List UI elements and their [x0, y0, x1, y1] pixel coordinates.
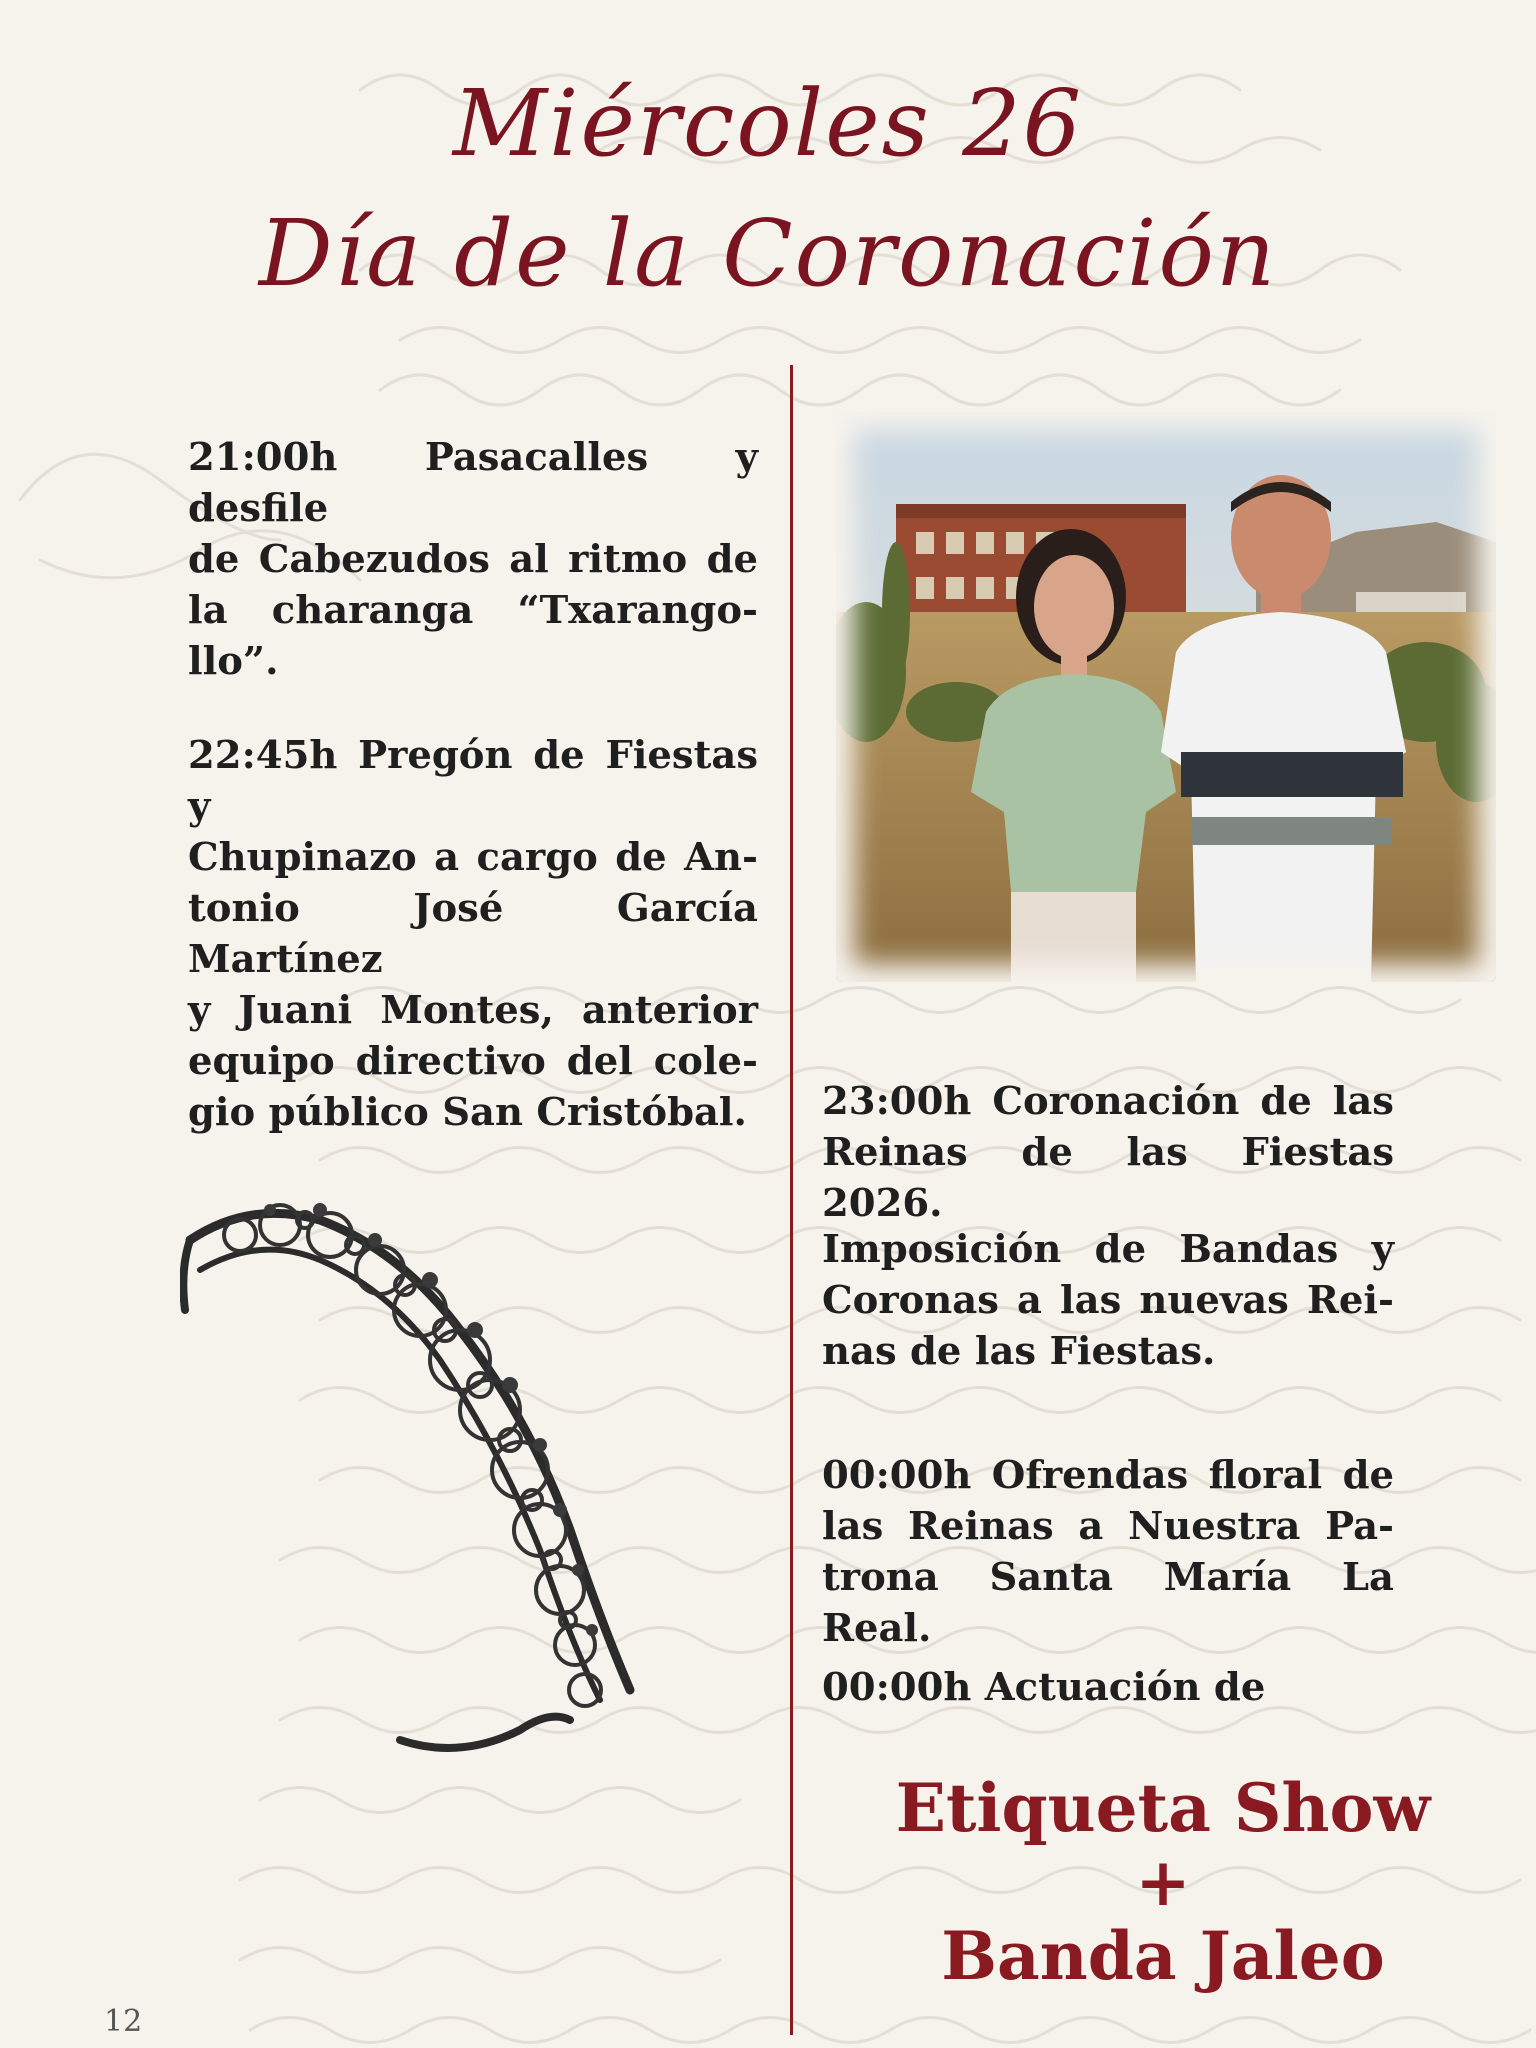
- event-actuacion: [822, 1662, 1394, 1713]
- event-line: 00:00h Actuación de: [822, 1665, 1266, 1710]
- event-line: equipo directivo del cole-: [188, 1039, 758, 1084]
- event-line: trona Santa María La Real.: [822, 1555, 1394, 1651]
- event-line: tonio José García Martínez: [188, 886, 758, 982]
- tiara-illustration: [180, 1180, 760, 1760]
- event-line: la charanga “Txarango-: [188, 588, 758, 633]
- event-imposicion: [822, 1224, 1394, 1377]
- event-line: Reinas de las Fiestas 2026.: [822, 1130, 1394, 1226]
- event-line: 23:00h Coronación de las: [822, 1079, 1394, 1124]
- event-line: llo”.: [188, 639, 279, 684]
- title-day: Miércoles 26: [452, 70, 1084, 177]
- headline-banda-jaleo: Banda Jaleo: [941, 1917, 1385, 1995]
- title-subtitle: Día de la Coronación: [258, 200, 1278, 307]
- event-line: 22:45h Pregón de Fiestas y: [188, 733, 758, 829]
- event-line: y Juani Montes, anterior: [188, 988, 758, 1033]
- event-line: las Reinas a Nuestra Pa-: [822, 1504, 1394, 1549]
- event-line: Coronas a las nuevas Rei-: [822, 1278, 1394, 1323]
- event-line: de Cabezudos al ritmo de: [188, 537, 758, 582]
- couple-photo: [836, 412, 1496, 982]
- photo-vignette: [836, 412, 1496, 982]
- event-line: Imposición de Bandas y: [822, 1227, 1394, 1272]
- event-line: gio público San Cristóbal.: [188, 1090, 747, 1135]
- headline-etiqueta-show: Etiqueta Show: [895, 1769, 1431, 1847]
- event-line: 00:00h Ofrendas floral de: [822, 1453, 1394, 1498]
- event-ofrendas: [822, 1450, 1394, 1654]
- event-line: nas de las Fiestas.: [822, 1329, 1216, 1374]
- event-pregon: [188, 730, 758, 1138]
- event-line: Chupinazo a cargo de An-: [188, 835, 758, 880]
- headline-plus: +: [1135, 1843, 1191, 1921]
- event-line: 21:00h Pasacalles y desfile: [188, 435, 758, 531]
- event-pasacalles: [188, 432, 758, 687]
- event-coronacion: [822, 1076, 1394, 1229]
- page-number: 12: [104, 2004, 143, 2039]
